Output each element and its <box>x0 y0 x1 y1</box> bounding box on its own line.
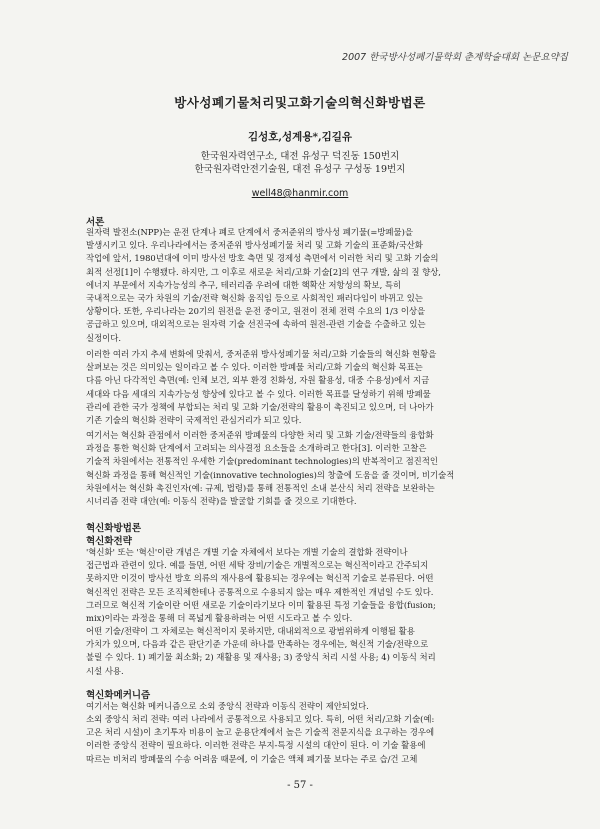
mechanism-paragraph-1: 여기서는 혁신화 메커니즘으로 소외 중앙식 전략과 이동식 전략이 제안되었다. <box>86 701 369 711</box>
intro-paragraph-2: 이러한 여러 가지 추세 변화에 맞춰서, 중저준위 방사성폐기물 처리/고화 기술들의 혁신화 현황을 살펴보는 것은 의미있는 일이라고 볼 수 있다. 이러한 방폐물 처리/고화 기술의 혁신화 목표는 다름 아닌 다각적인 측면(예: 인체 보건, 외부 환경 친화성, 자원 활용성, 대중 수용성)에서 지금 세대와 다음 세대의 지속가능성 향상에 있다고 볼 수 있다. 이러한 목표를 달성하기 위해 방폐물 관리에 관한 국가 정책에 부합되는 처리 및 고화 기술/전략의 활용이 촉진되고 있으며, 더 나아가 기존 기술의 혁신화 전략이 국제적인 관심거리가 되고 있다. <box>86 349 437 426</box>
intro-paragraph-1: 원자력 발전소(NPP)는 운전 단계나 폐로 단계에서 중저준위의 방사성 폐기물(=방폐물)을 발생시키고 있다. 우리나라에서는 중저준위 방사성폐기물 처리 및 고화 기술의 표준화/국산화 작업에 앞서, 1980년대에 이미 방사선 방호 측면 및 경제성 측면에서 이러한 처리 및 고화 기술의 최적 선정[1]이 수행됐다. 하지만, 그 이후로 새로운 처리/고화 기술[2]의 연구 개발, 삶의 질 향상, 에너지 부문에서 지속가능성의 추구, 테러리즘 우려에 대한 핵확산 저항성의 확보, 특히 국내적으로는 국가 차원의 기술/전략 혁신화 움직임 등으로 사회적인 패러다임이 바뀌고 있는 상황이다. 또한, 우리나라는 20기의 원전을 운전 중이고, 원전이 전체 전력 수요의 1/3 이상을 공급하고 있으며, 대외적으로는 원자력 기술 선진국에 속하여 원전-관련 기술을 수출하고 있는 실정이다. <box>86 227 441 343</box>
strategy-paragraph-1: '혁신화' 또는 '혁신'이란 개념은 개별 기술 자체에서 보다는 개별 기술의 결합화 전략이나 접근법과 관련이 있다. 예를 들면, 어떤 세탁 장비/기술은 개별적으로는 혁신적이라고 간주되지 못하지만 이것이 방사선 방호 의류의 재사용에 활용되는 경우에는 혁신적 기술로 분류된다. 어떤 혁신적인 전략은 모든 조직체한테나 공통적으로 수용되지 않는 매우 제한적인 개념일 수도 있다. 그러므로 혁신적 기술이란 어떤 새로운 기술이라기보다 이미 활용된 특정 기술들을 융합(fusion; mix)이라는 과정을 통해 더 폭넓게 활용하려는 어떤 시도라고 볼 수 있다. <box>86 547 436 624</box>
paper-title: 방사성폐기물처리및고화기술의혁신화방법론 <box>174 95 426 110</box>
section-heading-methodology: 혁신화방법론 <box>86 523 142 534</box>
affiliation-2: 한국원자력안전기술원, 대전 유성구 구성동 19번지 <box>194 164 406 175</box>
running-header: 2007 한국방사성폐기물학회 춘계학술대회 논문요약집 <box>342 52 568 63</box>
subsection-heading-mechanism: 혁신화메커니즘 <box>86 690 151 701</box>
subsection-heading-strategy: 혁신화전략 <box>86 536 132 547</box>
mechanism-paragraph-2: 소외 중앙식 처리 전략: 여러 나라에서 공통적으로 사용되고 있다. 특히, 어떤 처리/고화 기술(예: 고온 처리 시설)이 초기투자 비용이 높고 운용단계에서 높은 기술적 전문지식을 요구하는 경우에 이러한 중앙식 전략이 필요하다. 이러한 전략은 부지-특정 시설의 대안이 된다. 이 기술 활용에 따르는 비처리 방폐물의 수송 어려움 때문에, 이 기술은 액체 폐기물 보다는 주로 습/건 고체 <box>86 714 435 764</box>
author-email[interactable]: well48@hanmir.com <box>251 188 349 199</box>
strategy-paragraph-2: 어떤 기술/전략이 그 자체로는 혁신적이지 못하지만, 대내외적으로 광범위하게 이행될 활용 가치가 있으며, 다음과 같은 판단기준 가운데 하나를 만족하는 경우에는, 혁신적 기술/전략으로 불릴 수 있다. 1) 폐기물 최소화; 2) 재활용 및 재사용; 3) 중앙식 처리 시설 사용; 4) 이동식 처리 시설 사용. <box>86 626 436 676</box>
section-heading-intro: 서론 <box>86 217 105 228</box>
intro-paragraph-3: 여기서는 혁신화 관점에서 이러한 중저준위 방폐물의 다양한 처리 및 고화 기술/전략들의 융합화 과정을 통한 혁신화 단계에서 고려되는 의사결정 요소들을 소개하려고 한다[3]. 이러한 고찰은 기술적 차원에서는 전통적인 우세한 기술(predominant technologies)의 반복적이고 점진적인 혁신화 과정을 통해 혁신적인 기술(innovative technologies)의 창출에 도움을 줄 것이며, 비기술적 차원에서는 혁신화 촉진인자(예: 규제, 법령)를 통해 전통적인 소내 분산식 처리 전략을 보완하는 시너리즘 전략 대안(예: 이동식 전략)을 발굴할 기회를 줄 것으로 기대한다. <box>86 430 455 507</box>
affiliation-1: 한국원자력연구소, 대전 유성구 덕진동 150번지 <box>200 151 400 162</box>
page-number: - 57 - <box>287 780 313 791</box>
paper-authors: 김성호,성계용*,김길유 <box>247 131 353 143</box>
